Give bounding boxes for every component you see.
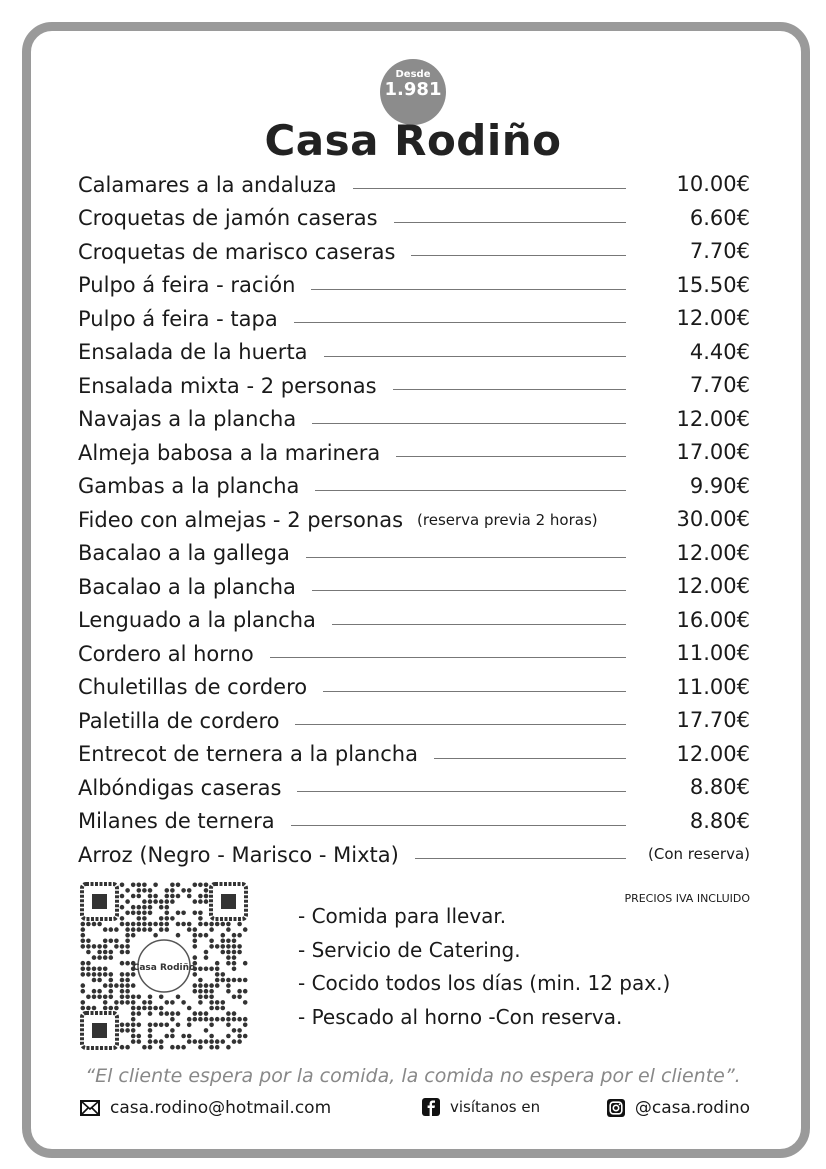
leader-line [415, 858, 626, 859]
leader-line [294, 322, 626, 323]
leader-line [411, 255, 626, 256]
since-year: 1.981 [384, 79, 442, 100]
menu-item [78, 738, 750, 772]
menu-item-name: Pulpo á feira - ración [78, 273, 296, 298]
menu-item-price: 11.00€ [676, 641, 750, 665]
leader-line [311, 289, 626, 290]
qr-finder-pattern [211, 884, 246, 919]
menu-item-name: Cordero al horno [78, 641, 254, 666]
menu-item-name: Ensalada mixta - 2 personas [78, 373, 377, 398]
menu-item-name: Fideo con almejas - 2 personas [78, 507, 404, 532]
leader-line [312, 423, 626, 424]
menu-item-name: Lenguado a la plancha [78, 608, 316, 633]
menu-item-price: 11.00€ [676, 674, 750, 699]
instagram-handle: @casa.rodino [634, 1098, 750, 1118]
leader-line [393, 389, 626, 390]
leader-line [297, 791, 626, 792]
menu-item-price: 12.00€ [676, 574, 750, 598]
menu-item-name: Pulpo á feira - tapa [78, 306, 278, 331]
menu-item-name: Bacalao a la plancha [78, 574, 296, 599]
menu-item [78, 403, 750, 437]
menu-item [78, 704, 750, 738]
leader-line [291, 825, 626, 826]
menu-item-name: Chuletillas de cordero [78, 675, 308, 700]
menu-item-name: Navajas a la plancha [78, 407, 297, 432]
menu-item-price: 7.70€ [689, 239, 750, 263]
menu-item [78, 235, 750, 269]
menu-item-note: (reserva previa 2 horas) [417, 510, 598, 529]
leader-line [306, 557, 626, 558]
iva-note: PRECIOS IVA INCLUIDO [624, 892, 750, 905]
menu-item-name: Arroz (Negro - Marisco - Mixta) [78, 842, 399, 867]
service-item: - Servicio de Catering. [298, 937, 521, 962]
menu-item-price: (Con reserva) [648, 845, 750, 863]
menu-item-name: Croquetas de marisco caseras [78, 239, 396, 264]
facebook-text: visítanos en [450, 1098, 541, 1116]
menu-item [78, 168, 750, 202]
menu-item [78, 269, 750, 303]
menu-item [78, 838, 750, 872]
facebook-link[interactable] [422, 1098, 540, 1116]
instagram-link[interactable] [607, 1098, 750, 1118]
leader-line [295, 724, 626, 725]
qr-logo-text: Casa Rodiño [132, 963, 196, 973]
menu-item-price: 12.00€ [676, 306, 750, 330]
qr-finder-pattern [82, 1013, 117, 1048]
menu-item-price: 6.60€ [689, 205, 750, 230]
menu-item-name: Croquetas de jamón caseras [78, 206, 378, 231]
leader-line [270, 657, 626, 658]
menu-item-price: 16.00€ [676, 607, 750, 632]
qr-code[interactable] [80, 882, 250, 1050]
menu-item [78, 671, 750, 705]
menu-list [78, 168, 750, 872]
menu-item-name: Calamares a la andaluza [78, 172, 337, 197]
menu-item [78, 805, 750, 839]
menu-item-price: 15.50€ [676, 272, 750, 297]
menu-item-name: Bacalao a la gallega [78, 541, 290, 566]
since-label: Desde [395, 69, 431, 80]
menu-item-price: 17.00€ [676, 440, 750, 464]
menu-item-price: 7.70€ [689, 373, 750, 397]
menu-item-name: Milanes de ternera [78, 809, 275, 834]
leader-line [312, 590, 626, 591]
leader-line [332, 624, 626, 625]
menu-item-price: 8.80€ [689, 808, 750, 833]
menu-item [78, 771, 750, 805]
menu-item-name: Ensalada de la huerta [78, 340, 308, 365]
leader-line [353, 188, 626, 189]
restaurant-title: Casa Rodiño [264, 116, 562, 165]
menu-item-name: Albóndigas caseras [78, 775, 282, 800]
email-address: casa.rodino@hotmail.com [110, 1098, 332, 1118]
service-item: - Cocido todos los días (min. 12 pax.) [298, 971, 671, 995]
menu-item [78, 336, 750, 370]
leader-line [323, 691, 626, 692]
menu-item [78, 202, 750, 236]
menu-item [78, 570, 750, 604]
service-item: - Pescado al horno -Con reserva. [298, 1004, 623, 1029]
leader-line [315, 490, 626, 491]
menu-item [78, 537, 750, 571]
menu-item-price: 12.00€ [676, 741, 750, 766]
menu-item [78, 302, 750, 336]
menu-item [78, 470, 750, 504]
menu-item-price: 8.80€ [689, 775, 750, 799]
menu-item-price: 10.00€ [676, 172, 750, 196]
envelope-icon [80, 1100, 100, 1116]
email-contact[interactable] [80, 1098, 331, 1118]
leader-line [394, 222, 626, 223]
menu-item-name: Almeja babosa a la marinera [78, 440, 381, 465]
menu-item-price: 12.00€ [676, 540, 750, 565]
leader-line [396, 456, 626, 457]
menu-item-name: Gambas a la plancha [78, 474, 300, 499]
footer [80, 1098, 750, 1126]
menu-item [78, 369, 750, 403]
qr-finder-pattern [82, 884, 117, 919]
menu-item-price: 30.00€ [676, 507, 750, 531]
menu-item [78, 637, 750, 671]
services-list [298, 900, 670, 1034]
menu-item-price: 12.00€ [676, 406, 750, 431]
leader-line [324, 356, 626, 357]
menu-item-name: Paletilla de cordero [78, 708, 280, 733]
service-item: - Comida para llevar. [298, 904, 507, 928]
menu-item [78, 436, 750, 470]
menu-item-price: 4.40€ [689, 339, 750, 364]
quote: “El cliente espera por la comida, la comida no espera por el cliente”. [85, 1065, 741, 1087]
menu-item-price: 9.90€ [689, 473, 750, 498]
menu-item-name: Entrecot de ternera a la plancha [78, 742, 418, 767]
leader-line [434, 758, 626, 759]
facebook-icon [422, 1098, 440, 1116]
menu-item [78, 604, 750, 638]
instagram-icon [607, 1099, 625, 1117]
menu-item [78, 503, 750, 537]
menu-item-price: 17.70€ [676, 708, 750, 732]
